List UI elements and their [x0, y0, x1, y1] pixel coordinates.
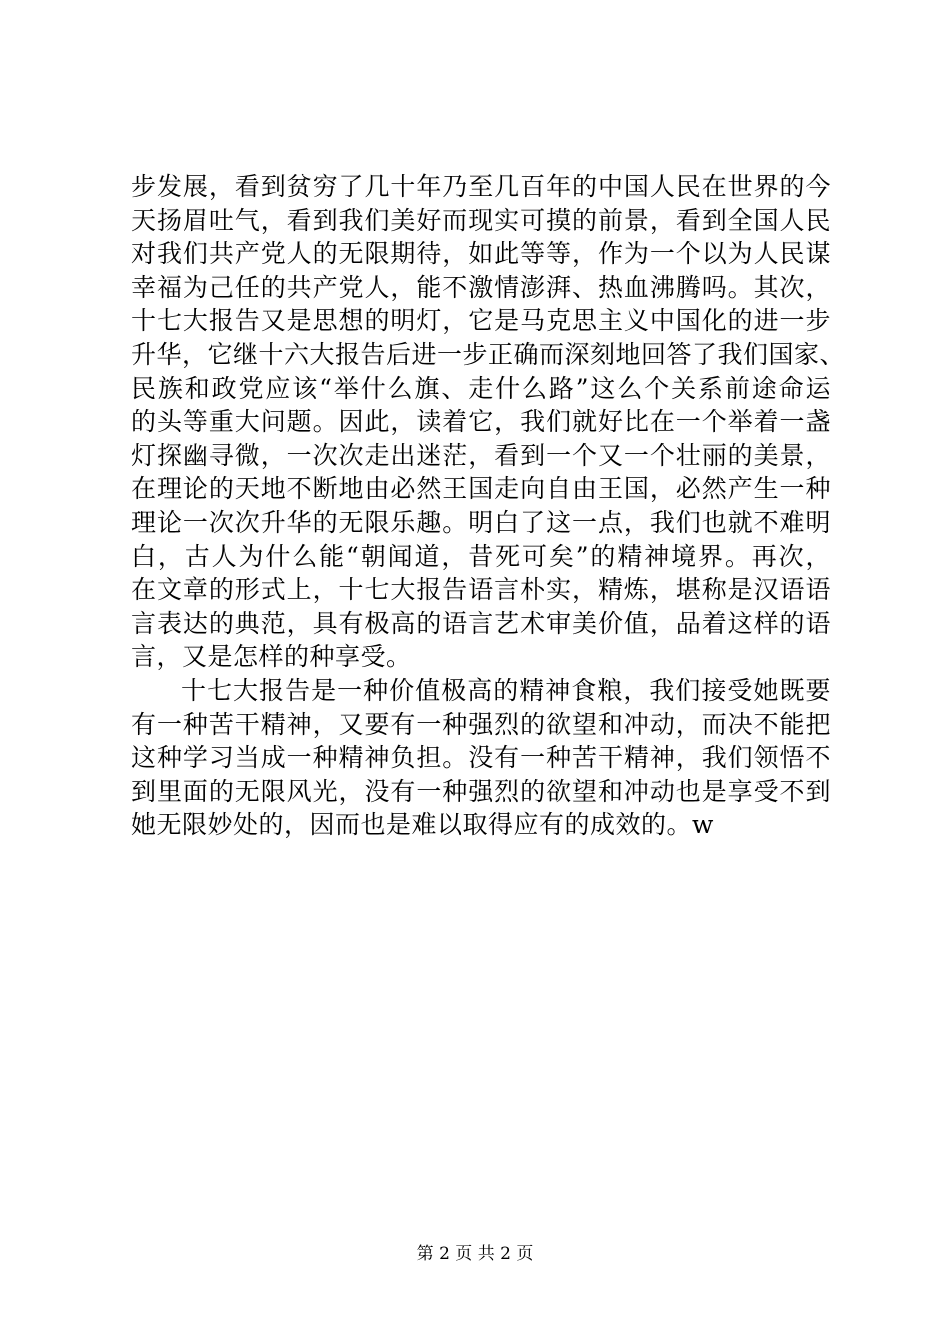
- paragraph-line: 幸福为己任的共产党人，能不激情澎湃、热血沸腾吗。其次，: [131, 272, 831, 302]
- paragraph-line: 言，又是怎样的种享受。: [131, 642, 412, 672]
- paragraph-line: 升华，它继十六大报告后进一步正确而深刻地回答了我们国家、: [131, 339, 846, 369]
- paragraph-line: 的头等重大问题。因此，读着它，我们就好比在一个举着一盏: [131, 407, 831, 437]
- paragraph-line: 白，古人为什么能“朝闻道，昔死可矣”的精神境界。再次，: [131, 541, 831, 571]
- paragraph-line: 在理论的天地不断地由必然王国走向自由王国，必然产生一种: [131, 474, 831, 504]
- paragraph-line: 步发展，看到贫穷了几十年乃至几百年的中国人民在世界的今: [131, 172, 831, 201]
- paragraph-line: 这种学习当成一种精神负担。没有一种苦干精神，我们领悟不: [131, 743, 831, 773]
- page-footer: [0, 1243, 950, 1265]
- paragraph-line: 言表达的典范，具有极高的语言艺术审美价值，品着这样的语: [131, 608, 831, 638]
- page-number-indicator: 第 2 页 共 2 页: [416, 1244, 534, 1264]
- paragraph-line: 十七大报告是一种价值极高的精神食粮，我们接受她既要: [181, 675, 831, 705]
- paragraph-line: 有一种苦干精神，又要有一种强烈的欲望和冲动，而决不能把: [131, 709, 831, 739]
- paragraph-line: 理论一次次升华的无限乐趣。明白了这一点，我们也就不难明: [131, 507, 831, 537]
- document-body: [131, 170, 846, 842]
- paragraph-line: 到里面的无限风光，没有一种强烈的欲望和冲动也是享受不到: [131, 776, 831, 806]
- paragraph-line: 十七大报告又是思想的明灯，它是马克思主义中国化的进一步: [131, 306, 831, 336]
- paragraph-2: [131, 674, 831, 842]
- paragraph-line: 对我们共产党人的无限期待，如此等等，作为一个以为人民谋: [131, 239, 831, 269]
- paragraph-line: 天扬眉吐气，看到我们美好而现实可摸的前景，看到全国人民: [131, 205, 831, 235]
- paragraph-1: [131, 170, 846, 674]
- paragraph-line: 她无限妙处的，因而也是难以取得应有的成效的。w: [131, 810, 714, 840]
- paragraph-line: 灯探幽寻微，一次次走出迷茫，看到一个又一个壮丽的美景，: [131, 440, 831, 470]
- paragraph-line: 在文章的形式上，十七大报告语言朴实，精炼，堪称是汉语语: [131, 575, 831, 605]
- paragraph-line: 民族和政党应该“举什么旗、走什么路”这么个关系前途命运: [131, 373, 831, 403]
